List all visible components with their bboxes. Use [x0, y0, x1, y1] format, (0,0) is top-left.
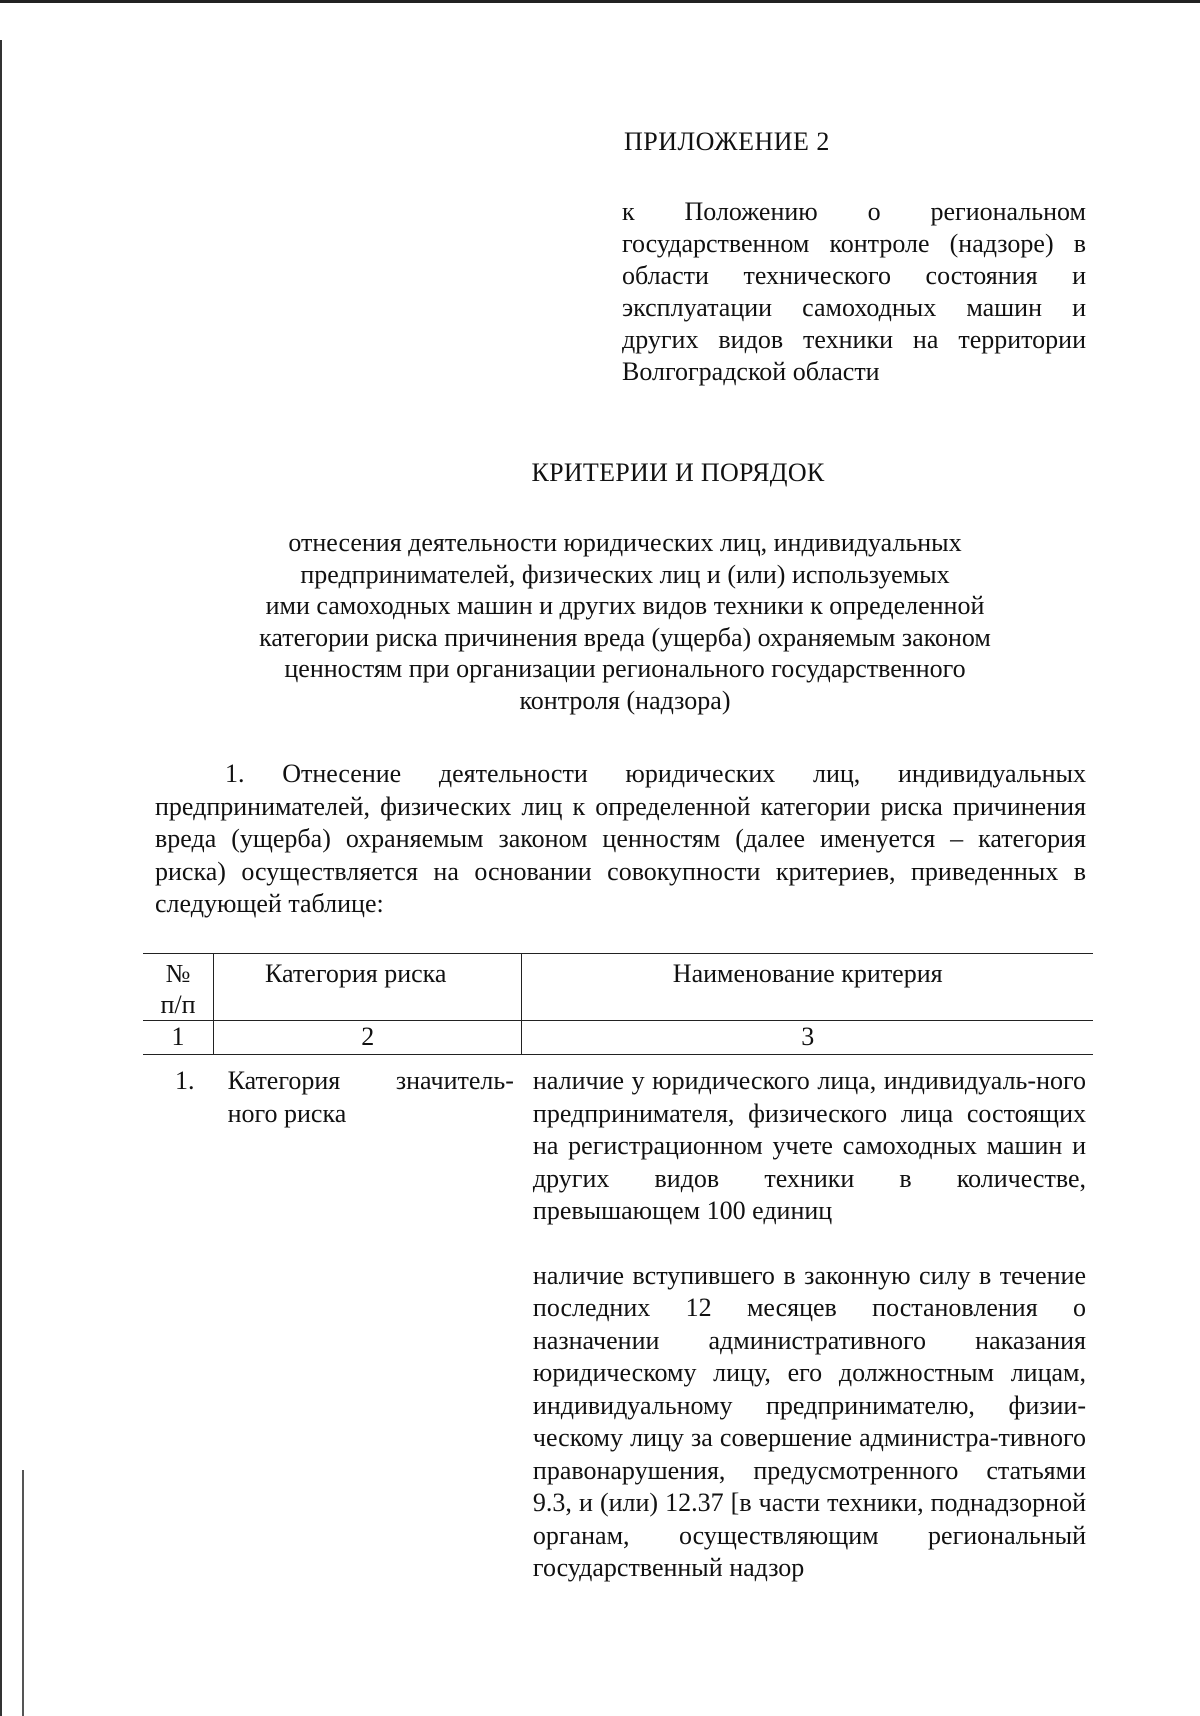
header-number-abbr: п/п [160, 990, 196, 1019]
scan-left-edge [0, 40, 2, 1716]
subtitle-line: отнесения деятельности юридических лиц, индивидуальных [288, 528, 962, 557]
column-number: 1 [143, 1021, 214, 1055]
criteria-table [143, 953, 1093, 1586]
table-row [143, 1055, 1093, 1586]
criterion-text: наличие у юридического лица, индивидуаль-ного предпринимателя, физического лица состоящих на регистрационном учете самоходных машин и других видов техники в количестве, превышающем 100 единиц [532, 1066, 1086, 1225]
document-subtitle [210, 527, 1040, 716]
row-criteria [522, 1055, 1093, 1586]
scan-artifact-line [22, 1470, 24, 1716]
subtitle-line: категории риска причинения вреда (ущерба) охраняемым законом [259, 622, 991, 652]
paragraph-1: 1. Отнесение деятельности юридических лиц, индивидуальных предпринимателей, физических лиц к определенной категории риска причинения вреда (ущерба) охраняемым законом ценностям (далее именуется – категория риска) осуществляется на основании совокупности критериев, приведенных в следующей таблице: [155, 759, 1086, 918]
header-number [143, 954, 214, 1021]
column-number: 2 [214, 1021, 522, 1055]
column-number: 3 [522, 1021, 1093, 1055]
table-header-row [143, 954, 1093, 1021]
subtitle-line: предпринимателей, физических лиц и (или) используемых [300, 559, 950, 589]
subtitle-line: контроля (надзора) [519, 685, 731, 715]
row-risk-category: Категория значитель-ного риска [227, 1066, 514, 1128]
scan-top-edge [0, 0, 1200, 3]
header-criterion-name: Наименование критерия [522, 954, 1093, 1021]
subtitle-line: ими самоходных машин и других видов техники к определенной [265, 591, 985, 620]
document-title: КРИТЕРИИ И ПОРЯДОК [531, 458, 825, 487]
header-risk-category: Категория риска [214, 954, 522, 1021]
table-column-numbers-row [143, 1021, 1093, 1055]
appendix-reference: к Положению о региональном государственном контроле (надзоре) в области технического состояния и эксплуатации самоходных машин и других видов техники на территории Волгоградской области [622, 197, 1086, 386]
row-number: 1. [175, 1066, 195, 1095]
criterion-text: наличие вступившего в законную силу в течение последних 12 месяцев постановления о назначении административного наказания юридическому лицу, его должностным лицам, индивидуальному предпринимателю, физии-ческому лицу за совершение администра-тивного правонарушения, предусмотренного статьями 9.3, и (или) 12.37 [в части техники, поднадзорной органам, осуществляющим региональный государственный надзор [532, 1260, 1086, 1582]
appendix-title: ПРИЛОЖЕНИЕ 2 [624, 127, 830, 156]
header-number-sign: № [165, 959, 191, 988]
subtitle-line: ценностям при организации регионального государственного [284, 654, 966, 683]
